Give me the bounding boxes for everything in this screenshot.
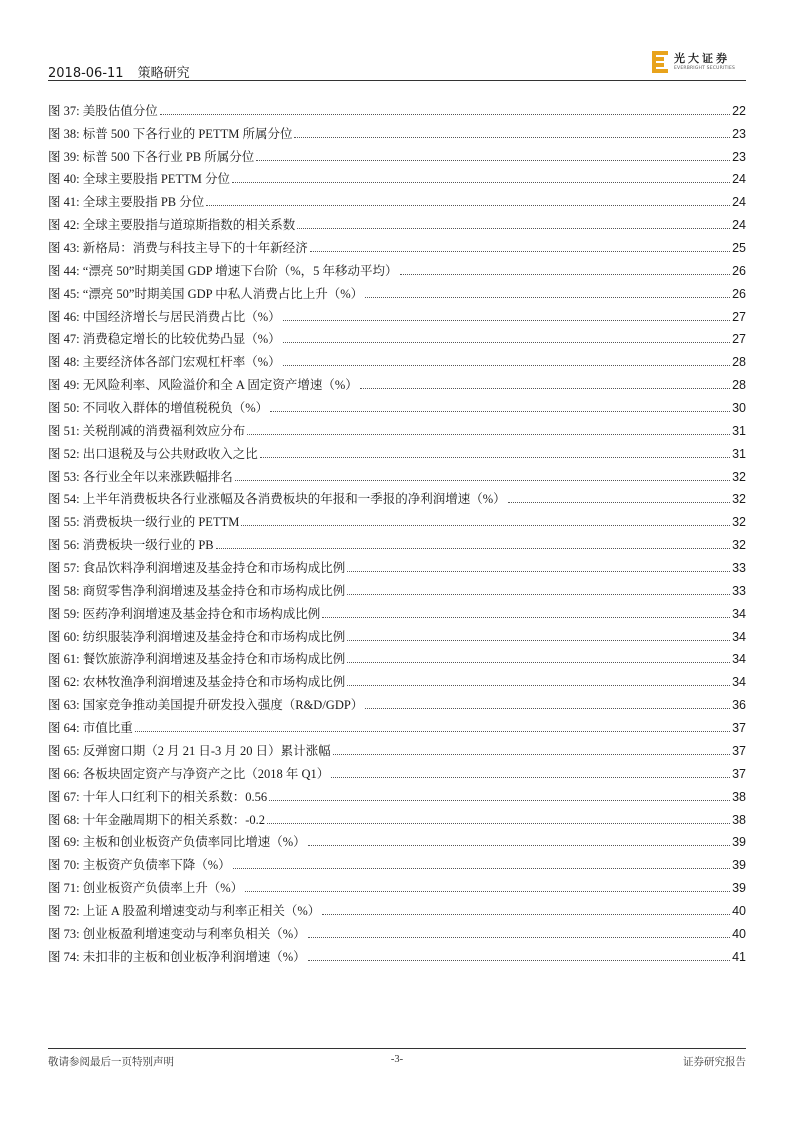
dot-leader xyxy=(256,159,730,161)
report-category: 策略研究 xyxy=(137,66,190,81)
toc-entry-label xyxy=(48,651,345,667)
dot-leader xyxy=(245,890,730,892)
figure-number: 图 63: xyxy=(48,698,80,713)
toc-page-number: 26 xyxy=(732,286,746,301)
figure-title: 全球主要股指 PETTM 分位 xyxy=(82,172,230,187)
toc-entry[interactable] xyxy=(48,347,746,370)
figure-title: 商贸零售净利润增速及基金持仓和市场构成比例 xyxy=(82,583,346,598)
figure-number: 图 51: xyxy=(48,423,80,438)
toc-entry[interactable] xyxy=(48,530,746,553)
figure-number: 图 47: xyxy=(48,332,80,347)
toc-entry[interactable] xyxy=(48,919,746,942)
toc-entry-label xyxy=(48,286,363,302)
dot-leader xyxy=(508,501,730,503)
toc-entry[interactable] xyxy=(48,850,746,873)
toc-page-number: 31 xyxy=(732,446,746,461)
toc-entry-label xyxy=(48,812,265,828)
figure-number: 图 43: xyxy=(48,241,80,256)
toc-entry[interactable] xyxy=(48,736,746,759)
toc-entry[interactable] xyxy=(48,439,746,462)
toc-entry[interactable] xyxy=(48,690,746,713)
figure-title: 消费板块一级行业的 PETTM xyxy=(82,515,240,530)
toc-entry-label xyxy=(48,377,358,393)
toc-entry-label xyxy=(48,720,133,736)
toc-page-number: 33 xyxy=(732,583,746,598)
disclaimer-note: 敬请参阅最后一页特别声明 xyxy=(48,1057,174,1068)
toc-entry[interactable] xyxy=(48,896,746,919)
dot-leader xyxy=(206,204,730,206)
toc-page-number: 34 xyxy=(732,652,746,667)
toc-page-number: 40 xyxy=(732,926,746,941)
figure-title: 创业板资产负债率上升（%） xyxy=(82,881,244,896)
footer-divider xyxy=(48,1048,746,1049)
toc-page-number: 22 xyxy=(732,103,746,118)
toc-entry-label xyxy=(48,949,306,965)
dot-leader xyxy=(347,639,730,641)
toc-entry-label xyxy=(48,263,398,279)
figure-number: 图 54: xyxy=(48,492,80,507)
figure-title: 无风险利率、风险溢价和全 A 固定资产增速（%） xyxy=(82,378,358,393)
toc-entry[interactable] xyxy=(48,485,746,508)
toc-entry-label xyxy=(48,103,158,119)
figure-number: 图 40: xyxy=(48,172,80,187)
toc-entry-label xyxy=(48,469,233,485)
toc-page-number: 39 xyxy=(732,881,746,896)
toc-page-number: 37 xyxy=(732,721,746,736)
figure-title: 国家竞争推动美国提升研发投入强度（R&D/GDP） xyxy=(82,698,364,713)
toc-entry-label xyxy=(48,606,320,622)
toc-page-number: 39 xyxy=(732,858,746,873)
dot-leader xyxy=(233,867,730,869)
figure-number: 图 55: xyxy=(48,515,80,530)
toc-entry[interactable] xyxy=(48,325,746,348)
dot-leader xyxy=(360,387,730,389)
toc-entry[interactable] xyxy=(48,622,746,645)
figure-number: 图 60: xyxy=(48,629,80,644)
logo-name: 光大证券 xyxy=(674,52,730,65)
figure-number: 图 39: xyxy=(48,149,80,164)
toc-page-number: 33 xyxy=(732,561,746,576)
figure-number: 图 61: xyxy=(48,652,80,667)
dot-leader xyxy=(365,707,730,709)
figure-title: 消费板块一级行业的 PB xyxy=(82,538,214,553)
dot-leader xyxy=(347,570,730,572)
figure-title: 食品饮料净利润增速及基金持仓和市场构成比例 xyxy=(82,561,346,576)
figure-number: 图 44: xyxy=(48,263,80,278)
figure-title: 中国经济增长与居民消费占比（%） xyxy=(82,309,281,324)
toc-page-number: 24 xyxy=(732,195,746,210)
toc-entry[interactable] xyxy=(48,233,746,256)
figure-title: 消费稳定增长的比较优势凸显（%） xyxy=(82,332,281,347)
toc-page-number: 40 xyxy=(732,903,746,918)
toc-page-number: 38 xyxy=(732,789,746,804)
figure-title: 全球主要股指 PB 分位 xyxy=(82,195,205,210)
toc-entry[interactable] xyxy=(48,165,746,188)
dot-leader xyxy=(283,341,730,343)
figure-number: 图 62: xyxy=(48,675,80,690)
figure-title: 市值比重 xyxy=(82,721,133,736)
toc-page-number: 32 xyxy=(732,515,746,530)
dot-leader xyxy=(269,799,730,801)
figure-title: 餐饮旅游净利润增速及基金持仓和市场构成比例 xyxy=(82,652,346,667)
toc-entry[interactable] xyxy=(48,302,746,325)
toc-page-number: 28 xyxy=(732,378,746,393)
dot-leader xyxy=(270,410,730,412)
dot-leader xyxy=(283,319,730,321)
figure-number: 图 67: xyxy=(48,789,80,804)
toc-entry-label xyxy=(48,560,345,576)
figure-number: 图 70: xyxy=(48,858,80,873)
toc-page-number: 37 xyxy=(732,743,746,758)
toc-page-number: 31 xyxy=(732,423,746,438)
figure-title: “漂亮 50”时期美国 GDP 中私人消费占比上升（%） xyxy=(82,286,364,301)
toc-entry-label xyxy=(48,309,281,325)
figure-number: 图 58: xyxy=(48,583,80,598)
dot-leader xyxy=(135,730,730,732)
page-number: -3- xyxy=(390,1054,404,1065)
toc-entry-label xyxy=(48,697,363,713)
toc-page-number: 34 xyxy=(732,606,746,621)
toc-page-number: 24 xyxy=(732,218,746,233)
toc-entry[interactable] xyxy=(48,279,746,302)
toc-entry-label xyxy=(48,240,308,256)
dot-leader xyxy=(294,136,730,138)
figure-title: 不同收入群体的增值税税负（%） xyxy=(82,401,269,416)
figure-number: 图 66: xyxy=(48,766,80,781)
toc-entry[interactable] xyxy=(48,759,746,782)
figure-number: 图 42: xyxy=(48,218,80,233)
toc-entry-label xyxy=(48,903,320,919)
dot-leader xyxy=(347,661,730,663)
toc-entry[interactable] xyxy=(48,942,746,965)
toc-entry-label xyxy=(48,149,254,165)
toc-entry-label xyxy=(48,880,243,896)
figure-number: 图 59: xyxy=(48,606,80,621)
dot-leader xyxy=(308,844,730,846)
dot-leader xyxy=(247,433,730,435)
toc-page-number: 26 xyxy=(732,263,746,278)
toc-entry-label xyxy=(48,583,345,599)
dot-leader xyxy=(241,524,730,526)
figure-title: 关税削减的消费福利效应分布 xyxy=(82,423,246,438)
figure-title: 上半年消费板块各行业涨幅及各消费板块的年报和一季报的净利润增速（%） xyxy=(82,492,506,507)
figure-title: 反弹窗口期（2 月 21 日-3 月 20 日）累计涨幅 xyxy=(82,743,331,758)
figure-title: 美股估值分位 xyxy=(82,103,158,118)
logo-subtitle: EVERBRIGHT SECURITIES xyxy=(674,66,736,71)
toc-entry-label xyxy=(48,834,306,850)
dot-leader xyxy=(322,913,730,915)
toc-entry-label xyxy=(48,491,506,507)
toc-entry-label xyxy=(48,194,204,210)
figure-title: 纺织服装净利润增速及基金持仓和市场构成比例 xyxy=(82,629,346,644)
dot-leader xyxy=(308,936,730,938)
figure-number: 图 52: xyxy=(48,446,80,461)
dot-leader xyxy=(365,296,730,298)
toc-entry[interactable] xyxy=(48,828,746,851)
figure-title: 标普 500 下各行业 PB 所属分位 xyxy=(82,149,255,164)
toc-entry-label xyxy=(48,331,281,347)
toc-entry[interactable] xyxy=(48,416,746,439)
page-header xyxy=(48,50,746,80)
figure-title: 新格局：消费与科技主导下的十年新经济 xyxy=(82,241,308,256)
figure-title: “漂亮 50”时期美国 GDP 增速下台阶（%，5 年移动平均） xyxy=(82,263,398,278)
report-type: 证券研究报告 xyxy=(683,1057,746,1068)
figure-number: 图 71: xyxy=(48,881,80,896)
toc-page-number: 28 xyxy=(732,355,746,370)
logo-mark-icon xyxy=(652,51,668,73)
toc-entry[interactable] xyxy=(48,119,746,142)
figure-title: 主板资产负债率下降（%） xyxy=(82,858,231,873)
figure-number: 图 69: xyxy=(48,835,80,850)
figure-title: 全球主要股指与道琼斯指数的相关系数 xyxy=(82,218,296,233)
toc-entry[interactable] xyxy=(48,507,746,530)
figure-number: 图 50: xyxy=(48,401,80,416)
toc-entry[interactable] xyxy=(48,370,746,393)
toc-entry[interactable] xyxy=(48,873,746,896)
figure-title: 出口退税及与公共财政收入之比 xyxy=(82,446,258,461)
toc-entry[interactable] xyxy=(48,645,746,668)
toc-entry[interactable] xyxy=(48,462,746,485)
toc-entry[interactable] xyxy=(48,805,746,828)
figure-number: 图 65: xyxy=(48,743,80,758)
dot-leader xyxy=(283,364,730,366)
toc-page-number: 23 xyxy=(732,149,746,164)
dot-leader xyxy=(322,616,730,618)
figure-number: 图 46: xyxy=(48,309,80,324)
figure-title: 医药净利润增速及基金持仓和市场构成比例 xyxy=(82,606,321,621)
figure-number: 图 68: xyxy=(48,812,80,827)
toc-page-number: 27 xyxy=(732,332,746,347)
toc-page-number: 32 xyxy=(732,492,746,507)
dot-leader xyxy=(308,959,730,961)
toc-entry-label xyxy=(48,446,258,462)
figure-number: 图 37: xyxy=(48,103,80,118)
figure-number: 图 45: xyxy=(48,286,80,301)
toc-entry-label xyxy=(48,674,345,690)
toc-entry[interactable] xyxy=(48,187,746,210)
toc-entry-label xyxy=(48,126,292,142)
toc-page-number: 34 xyxy=(732,629,746,644)
dot-leader xyxy=(347,593,730,595)
toc-entry[interactable] xyxy=(48,667,746,690)
toc-entry-label xyxy=(48,926,306,942)
toc-entry[interactable] xyxy=(48,599,746,622)
dot-leader xyxy=(347,684,730,686)
dot-leader xyxy=(297,227,730,229)
dot-leader xyxy=(216,547,730,549)
toc-page-number: 25 xyxy=(732,241,746,256)
dot-leader xyxy=(260,456,730,458)
toc-entry[interactable] xyxy=(48,393,746,416)
figure-title: 未扣非的主板和创业板净利润增速（%） xyxy=(82,949,306,964)
header-left xyxy=(48,62,190,81)
toc-entry-label xyxy=(48,766,329,782)
figure-number: 图 48: xyxy=(48,355,80,370)
toc-page-number: 27 xyxy=(732,309,746,324)
toc-entry[interactable] xyxy=(48,210,746,233)
figure-number: 图 41: xyxy=(48,195,80,210)
figure-title: 标普 500 下各行业的 PETTM 所属分位 xyxy=(82,126,293,141)
figure-list xyxy=(48,96,746,965)
dot-leader xyxy=(331,776,730,778)
toc-entry[interactable] xyxy=(48,782,746,805)
toc-entry-label xyxy=(48,857,231,873)
dot-leader xyxy=(400,273,731,275)
toc-entry-label xyxy=(48,423,245,439)
toc-page-number: 23 xyxy=(732,126,746,141)
figure-title: 主要经济体各部门宏观杠杆率（%） xyxy=(82,355,281,370)
figure-number: 图 53: xyxy=(48,469,80,484)
figure-number: 图 72: xyxy=(48,903,80,918)
toc-entry-label xyxy=(48,789,267,805)
toc-entry[interactable] xyxy=(48,256,746,279)
figure-title: 上证 A 股盈利增速变动与利率正相关（%） xyxy=(82,903,321,918)
report-date: 2018-06-11 xyxy=(48,66,124,81)
toc-page-number: 24 xyxy=(732,172,746,187)
figure-title: 农林牧渔净利润增速及基金持仓和市场构成比例 xyxy=(82,675,346,690)
figure-title: 各行业全年以来涨跌幅排名 xyxy=(82,469,233,484)
toc-page-number: 34 xyxy=(732,675,746,690)
toc-entry[interactable] xyxy=(48,96,746,119)
toc-entry-label xyxy=(48,743,331,759)
toc-entry-label xyxy=(48,514,239,530)
toc-page-number: 32 xyxy=(732,469,746,484)
toc-entry[interactable] xyxy=(48,553,746,576)
figure-number: 图 56: xyxy=(48,538,80,553)
toc-entry-label xyxy=(48,629,345,645)
dot-leader xyxy=(267,822,730,824)
toc-page-number: 41 xyxy=(732,949,746,964)
dot-leader xyxy=(232,181,730,183)
page-footer xyxy=(48,1054,746,1070)
toc-entry[interactable] xyxy=(48,713,746,736)
dot-leader xyxy=(333,753,730,755)
toc-page-number: 37 xyxy=(732,766,746,781)
toc-entry[interactable] xyxy=(48,142,746,165)
figure-title: 十年人口红利下的相关系数：0.56 xyxy=(82,789,268,804)
figure-title: 主板和创业板资产负债率同比增速（%） xyxy=(82,835,306,850)
toc-entry-label xyxy=(48,217,295,233)
toc-page-number: 36 xyxy=(732,698,746,713)
figure-number: 图 38: xyxy=(48,126,80,141)
toc-entry[interactable] xyxy=(48,576,746,599)
toc-entry-label xyxy=(48,400,268,416)
toc-entry-label xyxy=(48,354,281,370)
toc-page-number: 30 xyxy=(732,401,746,416)
header-divider xyxy=(48,80,746,81)
toc-page-number: 32 xyxy=(732,538,746,553)
company-logo xyxy=(652,50,746,76)
figure-number: 图 64: xyxy=(48,721,80,736)
dot-leader xyxy=(235,479,730,481)
figure-number: 图 57: xyxy=(48,561,80,576)
figure-number: 图 73: xyxy=(48,926,80,941)
figure-title: 十年金融周期下的相关系数：-0.2 xyxy=(82,812,266,827)
toc-page-number: 39 xyxy=(732,835,746,850)
figure-title: 各板块固定资产与净资产之比（2018 年 Q1） xyxy=(82,766,330,781)
figure-number: 图 74: xyxy=(48,949,80,964)
toc-entry-label xyxy=(48,537,214,553)
toc-entry-label xyxy=(48,171,230,187)
dot-leader xyxy=(160,113,730,115)
figure-number: 图 49: xyxy=(48,378,80,393)
figure-title: 创业板盈利增速变动与利率负相关（%） xyxy=(82,926,306,941)
toc-page-number: 38 xyxy=(732,812,746,827)
dot-leader xyxy=(310,250,730,252)
